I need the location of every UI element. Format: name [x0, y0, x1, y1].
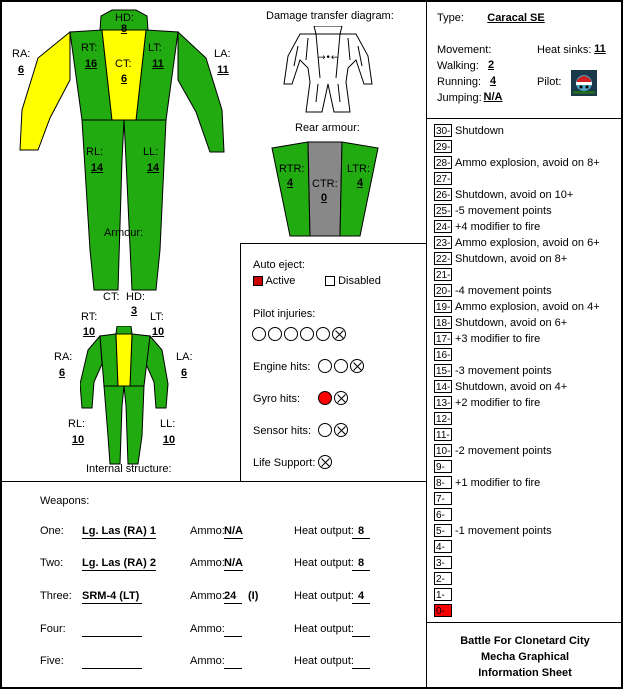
heat-scale-row[interactable]	[434, 507, 455, 522]
engine-destroyed-circle[interactable]	[350, 359, 364, 373]
weapon-slot-label: One:	[40, 525, 64, 537]
armour-hd-value: 8	[120, 23, 128, 35]
armour-lt-label: LT:	[148, 42, 162, 54]
heat-effect-text: Shutdown, avoid on 10+	[455, 188, 574, 201]
heat-effect-text: +1 modifier to fire	[455, 476, 541, 489]
heat-output-value[interactable]: 8	[352, 556, 370, 571]
heat-output-label: Heat output:	[294, 525, 354, 537]
heat-scale-row[interactable]	[434, 395, 540, 410]
heat-level-box[interactable]: 13-	[436, 398, 451, 409]
title-line-3: Information Sheet	[478, 667, 572, 679]
heat-level-box[interactable]: 19-	[436, 302, 451, 313]
damage-transfer-title: Damage transfer diagram:	[266, 10, 394, 22]
disabled-label: Disabled	[338, 275, 381, 287]
heat-level-box[interactable]: 22-	[436, 254, 451, 265]
internal-ra-label: RA:	[54, 351, 73, 363]
heat-output-value[interactable]: 8	[352, 524, 370, 539]
heat-effect-text: +4 modifier to fire	[455, 220, 541, 233]
heat-scale-row[interactable]	[434, 411, 455, 426]
pilot-injury-circle[interactable]	[252, 327, 266, 341]
armour-ll-label: LL:	[143, 146, 159, 158]
heat-scale-row[interactable]	[434, 171, 455, 186]
weapon-slot-label: Five:	[40, 655, 64, 667]
life-support-circles	[318, 455, 334, 469]
heat-level-box[interactable]: 2-	[434, 572, 452, 585]
weapon-slot-label: Two:	[40, 557, 64, 569]
jumping-value: N/A	[483, 91, 503, 103]
gyro-hits-label: Gyro hits:	[253, 393, 301, 405]
rear-rtr-label: RTR:	[279, 163, 305, 175]
pilot-death-circle[interactable]	[332, 327, 346, 341]
movement-label: Movement:	[437, 44, 492, 56]
auto-eject-label: Auto eject:	[253, 259, 305, 271]
ammo-label: Ammo:	[190, 590, 225, 602]
internal-rt-label: RT:	[81, 311, 98, 323]
heat-scale-row[interactable]	[434, 347, 455, 362]
heat-scale-row[interactable]	[434, 571, 455, 586]
rear-ltr-label: LTR:	[347, 163, 371, 175]
weapon-slot-label: Four:	[40, 623, 66, 635]
heat-scale-row[interactable]	[434, 363, 552, 378]
rear-ctr-value: 0	[320, 192, 328, 204]
ammo-label: Ammo:	[190, 623, 225, 635]
gyro-hit-circle[interactable]	[318, 391, 332, 405]
internal-ll-value: 10	[162, 434, 176, 446]
armour-diagram	[0, 0, 240, 300]
heat-level-box[interactable]: 29-	[436, 142, 451, 153]
pilot-label: Pilot:	[537, 76, 562, 88]
heat-scale-row[interactable]	[434, 443, 552, 458]
weapon-name[interactable]: Lg. Las (RA) 2	[82, 557, 156, 569]
sensor-hit-circle[interactable]	[318, 423, 332, 437]
internal-la-label: LA:	[176, 351, 193, 363]
heat-level-box[interactable]: 27-	[436, 174, 451, 185]
engine-hit-circle[interactable]	[318, 359, 332, 373]
heat-scale-row[interactable]	[434, 491, 455, 506]
type-label: Type:	[437, 12, 464, 24]
walking-value: 2	[487, 59, 495, 71]
heat-scale-row[interactable]	[434, 603, 455, 618]
heat-effect-text: -2 movement points	[455, 444, 552, 457]
heat-effect-text: -5 movement points	[455, 204, 552, 217]
heat-level-box[interactable]: 18-	[436, 318, 451, 329]
heat-effect-text: Ammo explosion, avoid on 6+	[455, 236, 600, 249]
heat-scale-row[interactable]	[434, 139, 455, 154]
heat-scale-row[interactable]	[434, 251, 567, 266]
running-label: Running:	[437, 76, 482, 88]
pilot-injury-circles	[252, 327, 348, 341]
armour-ll-value: 14	[146, 162, 160, 174]
engine-hit-circles	[318, 359, 366, 373]
running-value: 4	[489, 75, 497, 87]
heat-level-box[interactable]: 1-	[434, 588, 452, 601]
armour-ra-label: RA:	[12, 48, 31, 60]
ammo-value[interactable]: N/A	[224, 525, 243, 537]
heat-scale-row[interactable]	[434, 315, 567, 330]
heat-level-box[interactable]: 25-	[436, 206, 451, 217]
heat-level-box[interactable]: 9-	[434, 460, 452, 473]
heat-scale-row[interactable]	[434, 267, 455, 282]
internal-lt-label: LT:	[150, 311, 164, 323]
heat-scale-row[interactable]	[434, 235, 600, 250]
internal-rl-value: 10	[71, 434, 85, 446]
weapon-name[interactable]: SRM-4 (LT)	[82, 589, 142, 604]
heat-output-value[interactable]	[352, 622, 370, 637]
heat-level-box[interactable]: 0-	[434, 604, 452, 617]
heat-effect-text: -3 movement points	[455, 364, 552, 377]
pilot-injuries-label: Pilot injuries:	[253, 308, 316, 320]
heat-level-box[interactable]: 23-	[436, 238, 451, 249]
heat-effect-text: Ammo explosion, avoid on 8+	[455, 156, 600, 169]
walking-label: Walking:	[437, 60, 479, 72]
disabled-checkbox[interactable]	[325, 276, 335, 286]
heat-effect-text: Shutdown, avoid on 6+	[455, 316, 568, 329]
weapon-name[interactable]: Lg. Las (RA) 1	[82, 525, 156, 537]
heat-effect-text: +2 modifier to fire	[455, 396, 541, 409]
pilot-portrait-icon[interactable]	[571, 70, 597, 96]
ammo-label: Ammo:	[190, 655, 225, 667]
heat-scale-row[interactable]	[434, 155, 600, 170]
weapon-slot-label: Three:	[40, 590, 72, 602]
heat-scale-row[interactable]	[434, 299, 600, 314]
title-line-2: Mecha Graphical	[480, 651, 570, 663]
heat-effect-text: Ammo explosion, avoid on 4+	[455, 300, 600, 313]
sensor-destroyed-circle[interactable]	[334, 423, 348, 437]
heat-level-box[interactable]: 15-	[436, 366, 451, 377]
heat-level-box[interactable]: 3-	[434, 556, 452, 569]
heat-level-box[interactable]: 16-	[436, 350, 451, 361]
rear-ltr-value: 4	[356, 177, 364, 189]
weapon-name[interactable]	[82, 622, 142, 637]
sensor-hits-label: Sensor hits:	[253, 425, 312, 437]
heat-effect-text: -1 movement points	[455, 524, 552, 537]
heat-output-label: Heat output:	[294, 557, 354, 569]
heat-scale-row[interactable]	[434, 459, 455, 474]
heat-output-label: Heat output:	[294, 623, 354, 635]
heat-level-box[interactable]: 11-	[434, 428, 452, 441]
heat-sinks-value: 11	[594, 43, 606, 55]
heat-scale-row[interactable]	[434, 555, 455, 570]
heat-scale-row[interactable]	[434, 587, 455, 602]
heat-level-box[interactable]: 12-	[436, 414, 451, 425]
heat-scale-row[interactable]	[434, 203, 552, 218]
heat-level-box[interactable]: 21-	[436, 270, 451, 281]
armour-ra-value: 6	[17, 64, 25, 76]
heat-scale-row[interactable]	[434, 475, 540, 490]
jumping-label: Jumping:	[437, 92, 482, 104]
heat-sinks-label: Heat sinks:	[537, 44, 592, 56]
weapons-title: Weapons:	[40, 495, 90, 507]
heat-output-value[interactable]	[352, 654, 370, 669]
armour-rl-value: 14	[90, 162, 104, 174]
armour-ct-value: 6	[120, 73, 128, 85]
ammo-label: Ammo:	[190, 525, 225, 537]
heat-effect-text: Shutdown, avoid on 8+	[455, 252, 568, 265]
heat-output-value[interactable]: 4	[352, 589, 370, 604]
ammo-value[interactable]	[224, 654, 242, 669]
life-support-label: Life Support:	[253, 457, 316, 469]
internal-hd-label: HD:	[126, 291, 145, 303]
armour-rt-value: 16	[84, 58, 98, 70]
heat-level-box[interactable]: 28-	[436, 158, 451, 169]
armour-ct-label: CT:	[115, 58, 132, 70]
internal-ct-label: CT:	[103, 291, 120, 303]
heat-level-box[interactable]: 26-	[436, 190, 451, 201]
title-line-1: Battle For Clonetard City	[460, 635, 590, 647]
heat-level-box[interactable]: 6-	[434, 508, 452, 521]
internal-rl-label: RL:	[68, 418, 86, 430]
heat-level-box[interactable]: 10-	[436, 446, 451, 457]
heat-level-box[interactable]: 8-	[434, 476, 452, 489]
armour-hd-label: HD:	[115, 12, 134, 24]
heat-scale-row[interactable]	[434, 539, 455, 554]
internal-la-value: 6	[180, 367, 188, 379]
heat-scale-row[interactable]	[434, 523, 552, 538]
heat-effect-text: -4 movement points	[455, 284, 552, 297]
pilot-injury-circle[interactable]	[268, 327, 282, 341]
internal-ll-label: LL:	[160, 418, 176, 430]
heat-level-box[interactable]: 30-	[436, 126, 451, 137]
rear-right-torso	[272, 142, 310, 236]
armour-la-value: 11	[217, 64, 229, 76]
heat-level-box[interactable]: 14-	[436, 382, 451, 393]
engine-hit-circle[interactable]	[334, 359, 348, 373]
heat-scale-row[interactable]	[434, 331, 540, 346]
armour-caption: Armour:	[104, 227, 144, 239]
active-checkbox[interactable]	[253, 276, 263, 286]
pilot-injury-circle[interactable]	[316, 327, 330, 341]
heat-level-box[interactable]: 7-	[434, 492, 452, 505]
life-support-circle[interactable]	[318, 455, 332, 469]
engine-hits-label: Engine hits:	[253, 361, 311, 373]
pilot-injury-circle[interactable]	[284, 327, 298, 341]
heat-level-box[interactable]: 4-	[434, 540, 452, 553]
internal-lt-value: 10	[151, 326, 165, 338]
ammo-value[interactable]: 24	[224, 589, 242, 604]
sensor-hit-circles	[318, 423, 350, 437]
internal-caption: Internal structure:	[86, 463, 172, 475]
rear-armour-title: Rear armour:	[295, 122, 360, 134]
heat-output-label: Heat output:	[294, 590, 354, 602]
internal-rt-value: 10	[82, 326, 96, 338]
rear-rtr-value: 4	[286, 177, 294, 189]
armour-lt-value: 11	[152, 58, 164, 70]
weapon-name[interactable]	[82, 654, 142, 669]
gyro-hit-circles	[318, 391, 350, 405]
svg-text:→•←: →•←	[318, 53, 339, 63]
gyro-destroyed-circle[interactable]	[334, 391, 348, 405]
heat-level-box[interactable]: 5-	[434, 524, 452, 537]
damage-transfer-diagram	[280, 26, 376, 114]
active-label: Active	[265, 275, 296, 287]
heat-level-box[interactable]: 20-	[436, 286, 451, 297]
pilot-injury-circle[interactable]	[300, 327, 314, 341]
rear-ctr-label: CTR:	[312, 178, 338, 190]
heat-scale-row[interactable]	[434, 427, 455, 442]
auto-eject-disabled-option[interactable]	[325, 275, 381, 287]
ammo-note: (I)	[248, 590, 259, 602]
type-value: Caracal SE	[487, 12, 545, 24]
ammo-label: Ammo:	[190, 557, 225, 569]
ammo-value[interactable]	[224, 622, 242, 637]
heat-scale-row[interactable]	[434, 379, 567, 394]
armour-rt-label: RT:	[81, 42, 98, 54]
heat-output-label: Heat output:	[294, 655, 354, 667]
sheet-title	[427, 633, 623, 681]
armour-rl-label: RL:	[86, 146, 104, 158]
auto-eject-active-option[interactable]	[253, 275, 295, 287]
heat-scale-row[interactable]	[434, 123, 504, 138]
heat-level-box[interactable]: 24-	[436, 222, 451, 233]
internal-ra-value: 6	[58, 367, 66, 379]
heat-scale-row[interactable]	[434, 187, 573, 202]
heat-effect-text: Shutdown, avoid on 4+	[455, 380, 568, 393]
heat-scale-row[interactable]	[434, 219, 540, 234]
rear-left-torso	[340, 142, 378, 236]
heat-effect-text: Shutdown	[455, 124, 504, 137]
heat-level-box[interactable]: 17-	[436, 334, 451, 345]
heat-effect-text: +3 modifier to fire	[455, 332, 541, 345]
ammo-value[interactable]: N/A	[224, 557, 243, 569]
internal-structure-diagram	[80, 326, 170, 466]
heat-scale-row[interactable]	[434, 283, 552, 298]
armour-la-label: LA:	[214, 48, 231, 60]
internal-hd-value: 3	[130, 305, 138, 317]
